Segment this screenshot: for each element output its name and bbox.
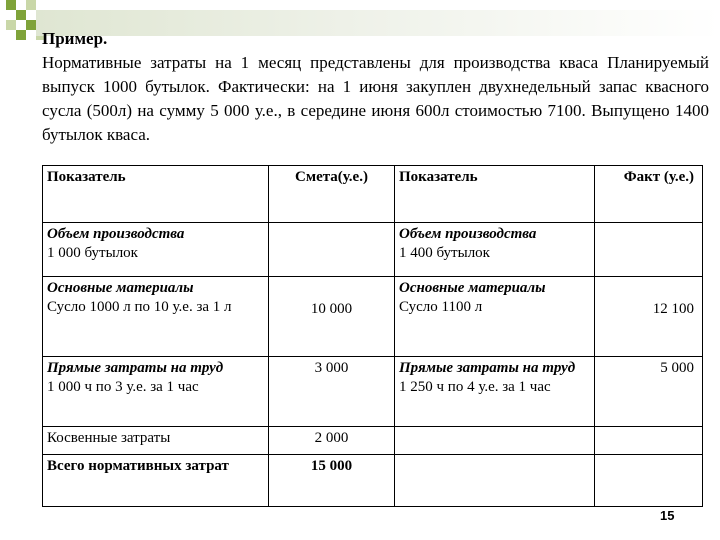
cell-detail: 1 000 бутылок — [47, 245, 138, 261]
table-row — [43, 455, 703, 507]
table-row — [43, 357, 703, 427]
row-labor-right — [395, 357, 595, 427]
intro-paragraph: Нормативные затраты на 1 месяц представлены для производства кваса Планируемый выпуск 1000 бутылок. Фактически: на 1 июня закуплен двухнедельный запас квасного сусла (500л) на сумму 5 000 у.е., в середине июня 600л стоимостью 7100. Выпущено 1400 бутылок кваса. — [42, 53, 709, 144]
row-materials-left — [43, 277, 269, 357]
header-actual: Факт (у.е.) — [595, 166, 703, 223]
row-labor-left — [43, 357, 269, 427]
slide-title: Пример. — [42, 29, 108, 48]
table-row — [43, 427, 703, 455]
row-indirect-left: Косвенные затраты — [43, 427, 269, 455]
table-row — [43, 277, 703, 357]
row-total-left: Всего нормативных затрат — [43, 455, 269, 507]
cell-detail: Сусло 1000 л по 10 у.е. за 1 л — [47, 299, 232, 315]
cell-title: Прямые затраты на труд — [47, 360, 224, 376]
row-indirect-estimate: 2 000 — [269, 427, 395, 455]
row-materials-estimate: 10 000 — [269, 277, 395, 357]
table-header-row — [43, 166, 703, 223]
cell-detail: 1 400 бутылок — [399, 245, 490, 261]
cell-title: Основные материалы — [47, 280, 194, 296]
row-volume-estimate — [269, 223, 395, 277]
page-number: 15 — [660, 508, 675, 523]
header-estimate: Смета(у.е.) — [269, 166, 395, 223]
header-indicator-2: Показатель — [395, 166, 595, 223]
cost-table — [42, 165, 703, 507]
cell-title: Основные материалы — [399, 280, 546, 296]
row-indirect-right — [395, 427, 595, 455]
row-volume-actual — [595, 223, 703, 277]
row-total-actual — [595, 455, 703, 507]
cell-detail: 1 250 ч по 4 у.е. за 1 час — [399, 379, 551, 395]
cell-title: Объем производства — [399, 226, 537, 242]
cell-detail: 1 000 ч по 3 у.е. за 1 час — [47, 379, 199, 395]
header-indicator: Показатель — [43, 166, 269, 223]
row-total-right — [395, 455, 595, 507]
row-indirect-actual — [595, 427, 703, 455]
cell-title: Объем производства — [47, 226, 185, 242]
intro-text — [42, 27, 709, 147]
row-volume-right — [395, 223, 595, 277]
cell-title: Прямые затраты на труд — [399, 360, 576, 376]
row-labor-actual: 5 000 — [595, 357, 703, 427]
row-total-estimate: 15 000 — [269, 455, 395, 507]
row-materials-actual: 12 100 — [595, 277, 703, 357]
row-labor-estimate: 3 000 — [269, 357, 395, 427]
table-row — [43, 223, 703, 277]
cell-detail: Сусло 1100 л — [399, 299, 483, 315]
row-volume-left — [43, 223, 269, 277]
row-materials-right — [395, 277, 595, 357]
